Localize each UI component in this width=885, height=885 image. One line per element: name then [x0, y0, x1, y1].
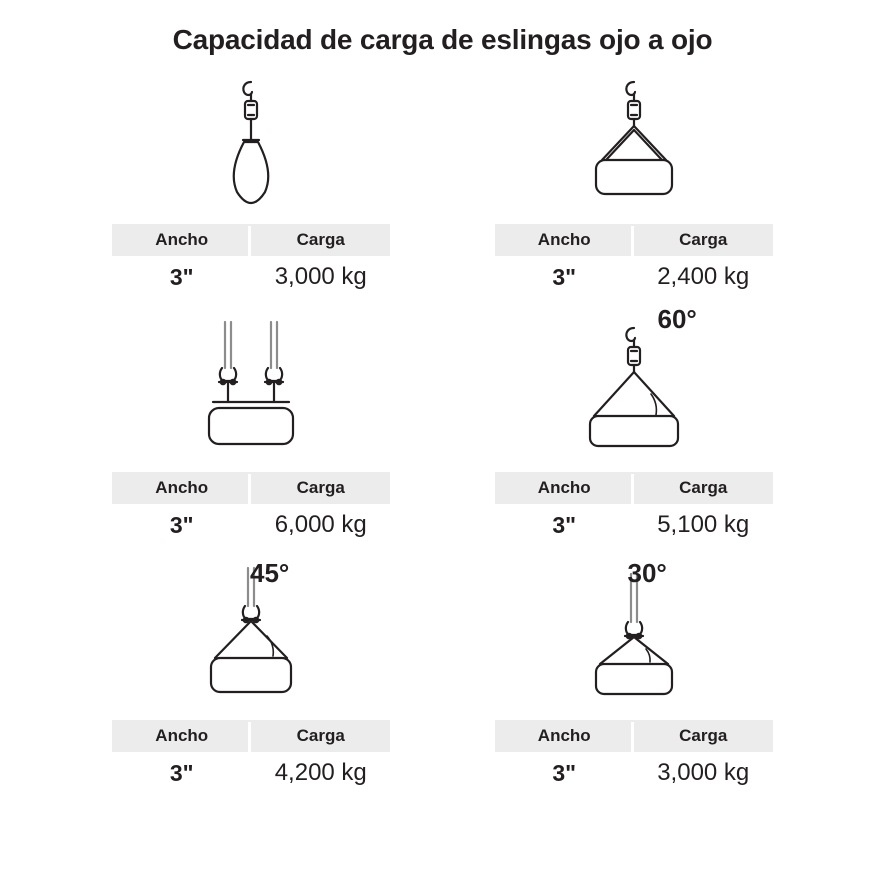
- angle-label-30: 30°: [627, 558, 667, 588]
- diagram-sling-two-leg-45: [60, 558, 443, 714]
- value-ancho: 3": [552, 759, 577, 786]
- value-ancho: 3": [169, 263, 194, 290]
- table-row: [495, 752, 773, 794]
- column-header-ancho: Ancho: [495, 230, 634, 250]
- sling-case-bridle-30: [443, 558, 826, 812]
- value-carga: 3,000 kg: [274, 263, 367, 290]
- table-row: [112, 752, 390, 794]
- diagram-sling-vertical-single-leg: [60, 68, 443, 218]
- column-header-carga: Carga: [679, 726, 728, 745]
- table-row: [112, 256, 390, 298]
- column-header-carga: Carga: [296, 478, 345, 497]
- table-header-row: [495, 224, 773, 256]
- value-ancho: 3": [552, 511, 577, 538]
- value-carga: 3,000 kg: [657, 759, 750, 786]
- sling-case-basket: [60, 316, 443, 564]
- column-header-ancho: Ancho: [112, 478, 251, 498]
- sling-capacity-grid: [60, 68, 825, 812]
- sling-case-bridle-45: [60, 558, 443, 812]
- capacity-table-choker: [495, 224, 773, 298]
- value-carga: 2,400 kg: [657, 263, 750, 290]
- diagram-sling-choker-hitch: [443, 68, 826, 218]
- diagram-sling-two-leg-60: [443, 304, 826, 466]
- table-header-row: [495, 472, 773, 504]
- capacity-table-vertical: [112, 224, 390, 298]
- diagram-sling-basket-hitch: [60, 316, 443, 466]
- capacity-table-bridle-60: [495, 472, 773, 546]
- column-header-ancho: Ancho: [495, 726, 634, 746]
- value-carga: 4,200 kg: [274, 759, 367, 786]
- value-ancho: 3": [169, 759, 194, 786]
- diagram-sling-two-leg-30: [443, 558, 826, 714]
- capacity-table-bridle-30: [495, 720, 773, 794]
- column-header-carga: Carga: [296, 230, 345, 249]
- sling-case-choker: [443, 68, 826, 316]
- sling-case-vertical: [60, 68, 443, 316]
- table-row: [495, 504, 773, 546]
- table-header-row: [495, 720, 773, 752]
- capacity-table-basket: [112, 472, 390, 546]
- table-header-row: [112, 224, 390, 256]
- column-header-ancho: Ancho: [112, 726, 251, 746]
- value-ancho: 3": [552, 263, 577, 290]
- angle-label-45: 45°: [250, 558, 290, 588]
- column-header-carga: Carga: [679, 478, 728, 497]
- table-row: [112, 504, 390, 546]
- column-header-ancho: Ancho: [112, 230, 251, 250]
- column-header-carga: Carga: [679, 230, 728, 249]
- value-ancho: 3": [169, 511, 194, 538]
- value-carga: 5,100 kg: [657, 511, 750, 538]
- angle-label-60: 60°: [657, 304, 697, 334]
- table-row: [495, 256, 773, 298]
- sling-case-bridle-60: [443, 304, 826, 564]
- column-header-ancho: Ancho: [495, 478, 634, 498]
- value-carga: 6,000 kg: [274, 511, 367, 538]
- column-header-carga: Carga: [296, 726, 345, 745]
- table-header-row: [112, 472, 390, 504]
- table-header-row: [112, 720, 390, 752]
- capacity-table-bridle-45: [112, 720, 390, 794]
- page-title: Capacidad de carga de eslingas ojo a ojo: [172, 24, 713, 55]
